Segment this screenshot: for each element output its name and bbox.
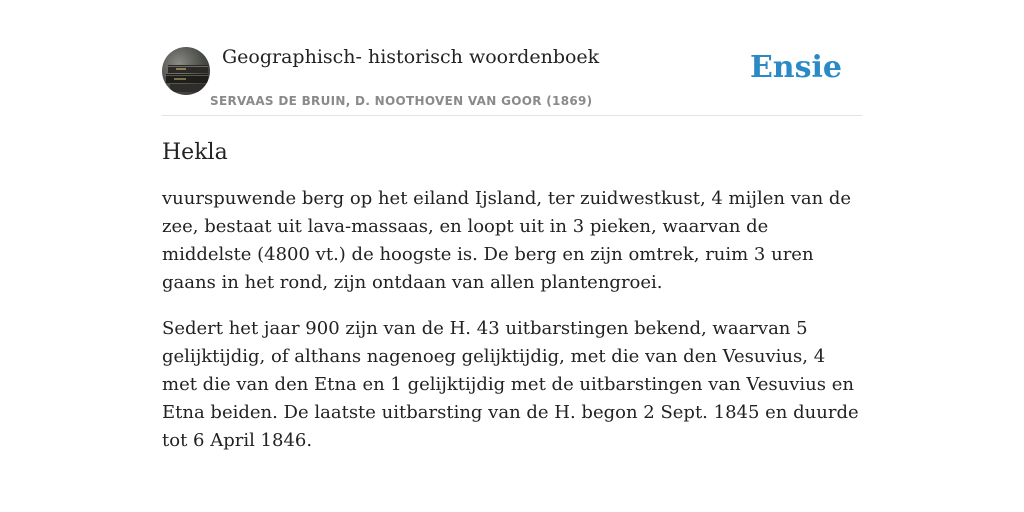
- entry-paragraph: vuurspuwende berg op het eiland Ijsland, ter zuidwestkust, 4 mijlen van de zee, bestaat uit lava-massaas, en loopt uit in 3 pieken, waarvan de middelste (4800 vt.) de hoogste is. De berg en zijn omtrek, ruim 3 uren gaans in het rond, zijn ontdaan van allen plantengroei.: [162, 188, 852, 293]
- entry-body: [162, 185, 862, 455]
- entry-title: Hekla: [162, 140, 228, 165]
- brand-logo-link[interactable]: Ensie: [749, 50, 842, 85]
- source-header: [162, 40, 862, 116]
- book-author: SERVAAS DE BRUIN, D. NOOTHOVEN VAN GOOR (1869): [210, 94, 593, 108]
- entry-paragraph: Sedert het jaar 900 zijn van de H. 43 uitbarstingen bekend, waarvan 5 gelijktijdig, of althans nagenoeg gelijktijdig, met die van den Vesuvius, 4 met die van den Etna en 1 gelijktijdig met de uitbarstingen van Vesuvius en Etna beiden. De laatste uitbarsting van de H. begon 2 Sept. 1845 en duurde tot 6 April 1846.: [162, 318, 859, 451]
- book-title-link[interactable]: Geographisch- historisch woordenboek: [222, 46, 600, 68]
- book-stack-icon: [162, 47, 210, 95]
- page-container: [162, 40, 862, 473]
- book-cover-thumbnail[interactable]: [162, 47, 210, 95]
